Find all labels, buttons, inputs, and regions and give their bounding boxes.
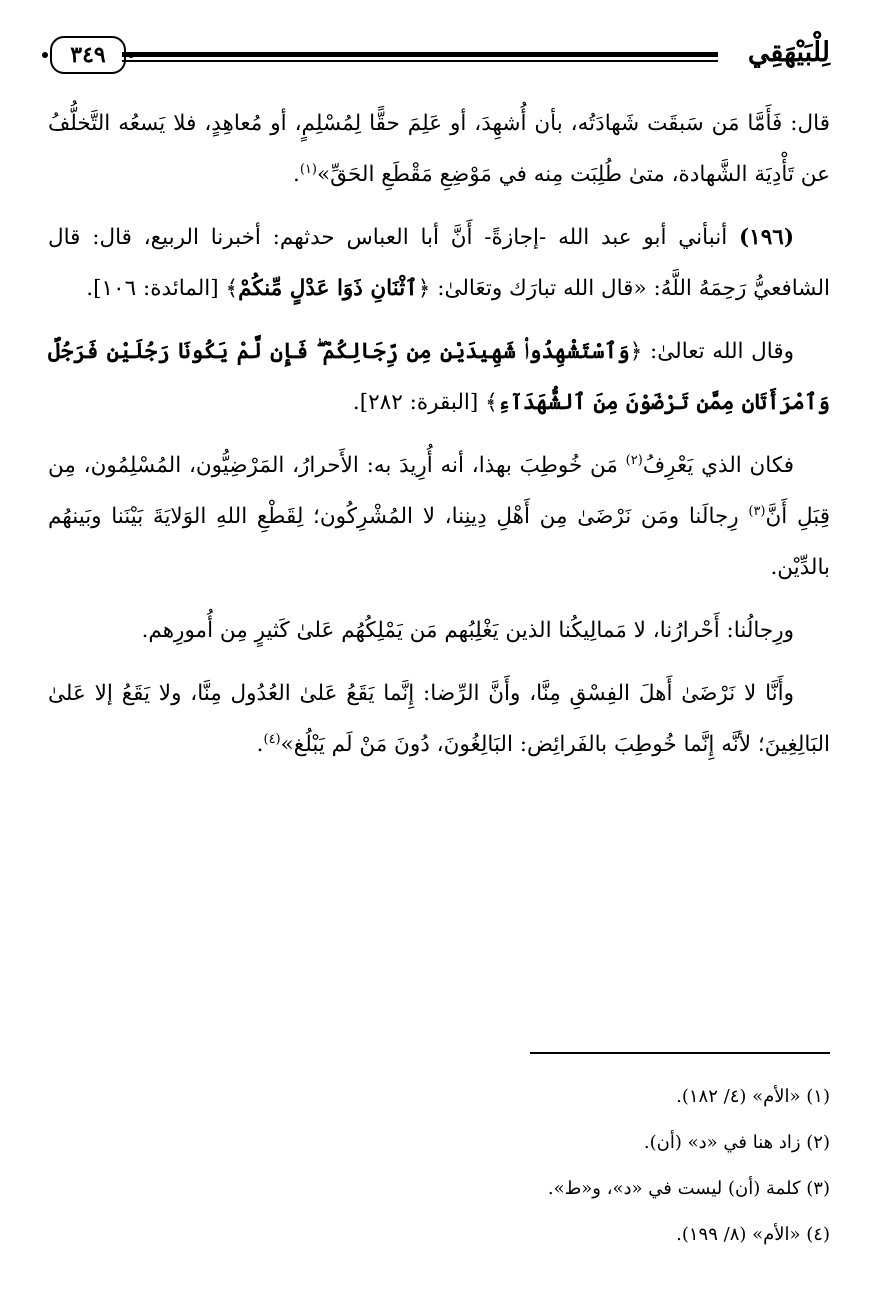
footnote-ref: (١) [299, 161, 317, 177]
paragraph-text: فكان الذي يَعْرِفُ [642, 453, 794, 478]
footnote-1: (١) «الأم» (٤/ ١٨٢). [676, 1086, 830, 1107]
paragraph-text: أنبأني أبو عبد الله -إجازةً- أَنَّ أبا العباس حدثهم: أخبرنا الربيع، قال: قال الشافعيُّ رَحِمَهُ اللَّهُ: «قال الله تبارَك وتعَالىٰ: ﴿ [48, 225, 830, 301]
footnote-ref: (٢) [625, 452, 643, 468]
paragraph-hadith-196 [48, 212, 830, 314]
paragraph-tail: . [292, 162, 300, 187]
paragraph-text: مَن خُوطِبَ بهذا، أنه أُرِيدَ به: الأَحرارُ، المَرْضِيُّون، المُسْلِمُون، مِن قِبَلِ أَنَّ [48, 453, 830, 529]
paragraph-3 [48, 326, 830, 428]
paragraph-1 [48, 98, 830, 200]
verse-reference: ﴾ [البقرة: ٢٨٢]. [352, 390, 498, 415]
footnote-separator [530, 1052, 830, 1054]
footnote-3: (٣) كلمة (أن) ليست في «د»، و«ط». [547, 1178, 830, 1199]
footnotes [48, 1074, 830, 1258]
page-number-text: ٣٤٩ [70, 42, 106, 68]
paragraph-tail: . [256, 732, 264, 757]
footnote-2: (٢) زاد هنا في «د» (أن). [643, 1132, 830, 1153]
paragraph-text: ورِجالُنا: أَحْرارُنا، لا مَمالِيكُنا الذين يَغْلِبُهم مَن يَمْلِكُهُم عَلىٰ كَثيرٍ مِن أُمورِهم. [141, 618, 794, 643]
page-header [42, 32, 830, 88]
paragraph-text: وأَنَّا لا نَرْضَىٰ أَهلَ الفِسْقِ مِنَّا، وأَنَّ الرِّضا: إِنَّما يَقَعُ عَلىٰ العُدُول مِنَّا، ولا يَقَعُ إلا عَلىٰ البَالِغِينَ؛ لأنَّه إِنَّما خُوطِبَ بالفَرائِض: البَالِغُونَ، دُونَ مَنْ لَم يَبْلُغ» [48, 681, 830, 757]
header-rule-thick [122, 52, 718, 57]
page-number [50, 36, 126, 74]
paragraph-text: قال: فَأَمَّا مَن سَبقَت شَهادَتُه، بأن أُشهِدَ، أو عَلِمَ حقًّا لِمُسْلِمٍ، أو مُعاهِدٍ، فلا يَسعُه التَّخلُّفُ عن تَأْدِيَة الشَّهادة، متىٰ طُلِبَت مِنه في مَوْضِعِ مَقْطَعِ الحَقِّ» [48, 111, 830, 187]
footnote-ref: (٤) [263, 731, 281, 747]
paragraph-text: رِجالَنا ومَن نَرْضَىٰ مِن أَهْلِ دِينِنا، لا المُشْرِكُون؛ لِقَطْعِ اللهِ الوَلايَةَ بَيْنَنا وبَينهُم بالدِّيْن. [48, 504, 830, 580]
header-rule [122, 50, 718, 64]
header-rule-thin [122, 60, 718, 62]
paragraph-text: وقال الله تعالىٰ: ﴿ [629, 339, 794, 364]
paragraph-6 [48, 668, 830, 770]
footnote-4: (٤) «الأم» (٨/ ١٩٩). [676, 1224, 830, 1245]
quran-verse: ٱثْنَانِ ذَوَا عَدْلٍ مِّنكُمْ [238, 276, 418, 301]
verse-reference: ﴾ [المائدة: ١٠٦]. [86, 276, 239, 301]
quran-verse: وَٱسْتَشْهِدُوا۟ شَهِيدَيْنِ مِن رِّجَالِكُمْ ۖ فَإِن لَّمْ يَكُونَا رَجُلَيْنِ فَرَجُلٌ وَٱمْرَأَتَانِ مِمَّن تَرْضَوْنَ مِنَ ٱلشُّهَدَآءِ [48, 339, 830, 415]
paragraph-4 [48, 440, 830, 593]
paragraph-5 [48, 605, 830, 656]
running-head: لِلْبَيْهَقِي [747, 37, 830, 68]
footnote-ref: (٣) [748, 503, 766, 519]
hadith-number: (١٩٦) [738, 225, 794, 250]
main-text [48, 98, 830, 782]
